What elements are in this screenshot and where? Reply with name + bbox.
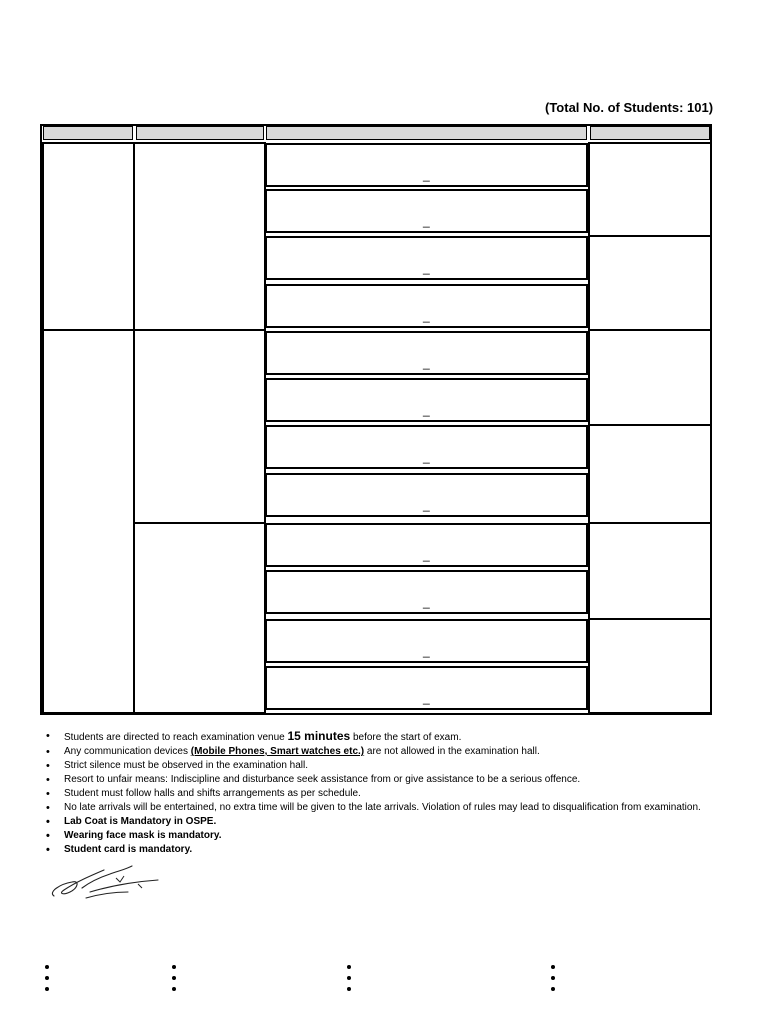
- slot-marker: _: [423, 498, 430, 512]
- hall-cell-4: [588, 424, 712, 524]
- rule-item: • Student card is mandatory.: [46, 843, 720, 857]
- header-cell-4: [590, 126, 710, 140]
- day-cell-2: [42, 329, 135, 714]
- slot-marker: _: [423, 309, 430, 323]
- hall-cell-2: [588, 235, 712, 331]
- time-slot-6: [265, 378, 588, 422]
- subject-cell-3: [133, 522, 266, 714]
- rule-item: • No late arrivals will be entertained, no extra time will be given to the late arrivals. Violation of rules may lead to disqualification from examination.: [46, 801, 720, 815]
- footer-dots-4: [551, 965, 557, 998]
- rule-item: • Student must follow halls and shifts arrangements as per schedule.: [46, 787, 720, 801]
- time-slot-12: [265, 666, 588, 710]
- time-slot-5: [265, 331, 588, 375]
- rule-item: • Lab Coat is Mandatory in OSPE.: [46, 815, 720, 829]
- emphasis-devices: (Mobile Phones, Smart watches etc.): [190, 746, 365, 757]
- hall-cell-3: [588, 329, 712, 426]
- subject-cell-1: [133, 142, 266, 331]
- hall-cell-1: [588, 142, 712, 237]
- slot-marker: _: [423, 261, 430, 275]
- rule-item: • Any communication devices (Mobile Phones, Smart watches etc.) are not allowed in the examination hall.: [46, 745, 720, 759]
- signature-image: [20, 858, 170, 906]
- time-slot-1: [265, 143, 588, 187]
- time-slot-3: [265, 236, 588, 280]
- footer-dots-1: [45, 965, 51, 998]
- rule-item: • Wearing face mask is mandatory.: [46, 829, 720, 843]
- rule-item: • Students are directed to reach examination venue 15 minutes before the start of exam.: [46, 729, 720, 745]
- exam-instructions-list: [46, 729, 720, 857]
- slot-marker: _: [423, 644, 430, 658]
- slot-marker: _: [423, 214, 430, 228]
- hall-cell-5: [588, 522, 712, 620]
- slot-marker: _: [423, 691, 430, 705]
- time-slot-8: [265, 473, 588, 517]
- slot-marker: _: [423, 168, 430, 182]
- slot-marker: _: [423, 595, 430, 609]
- time-slot-9: [265, 523, 588, 567]
- time-slot-11: [265, 619, 588, 663]
- time-slot-7: [265, 425, 588, 469]
- footer-dots-2: [172, 965, 178, 998]
- slot-marker: _: [423, 356, 430, 370]
- rule-item: • Strict silence must be observed in the examination hall.: [46, 759, 720, 773]
- slot-marker: _: [423, 450, 430, 464]
- total-students-label: (Total No. of Students: 101): [545, 100, 714, 115]
- rule-item: • Resort to unfair means: Indiscipline and disturbance seek assistance from or give assistance to be a serious offence.: [46, 773, 720, 787]
- emphasis-duration: 15 minutes: [287, 729, 351, 743]
- time-slot-2: [265, 189, 588, 233]
- header-cell-3: [266, 126, 587, 140]
- day-cell-1: [42, 142, 135, 331]
- slot-marker: _: [423, 403, 430, 417]
- subject-cell-2: [133, 329, 266, 524]
- footer-dots-3: [347, 965, 353, 998]
- time-slot-10: [265, 570, 588, 614]
- header-cell-1: [43, 126, 133, 140]
- time-slot-4: [265, 284, 588, 328]
- hall-cell-6: [588, 618, 712, 714]
- header-cell-2: [136, 126, 264, 140]
- slot-marker: _: [423, 548, 430, 562]
